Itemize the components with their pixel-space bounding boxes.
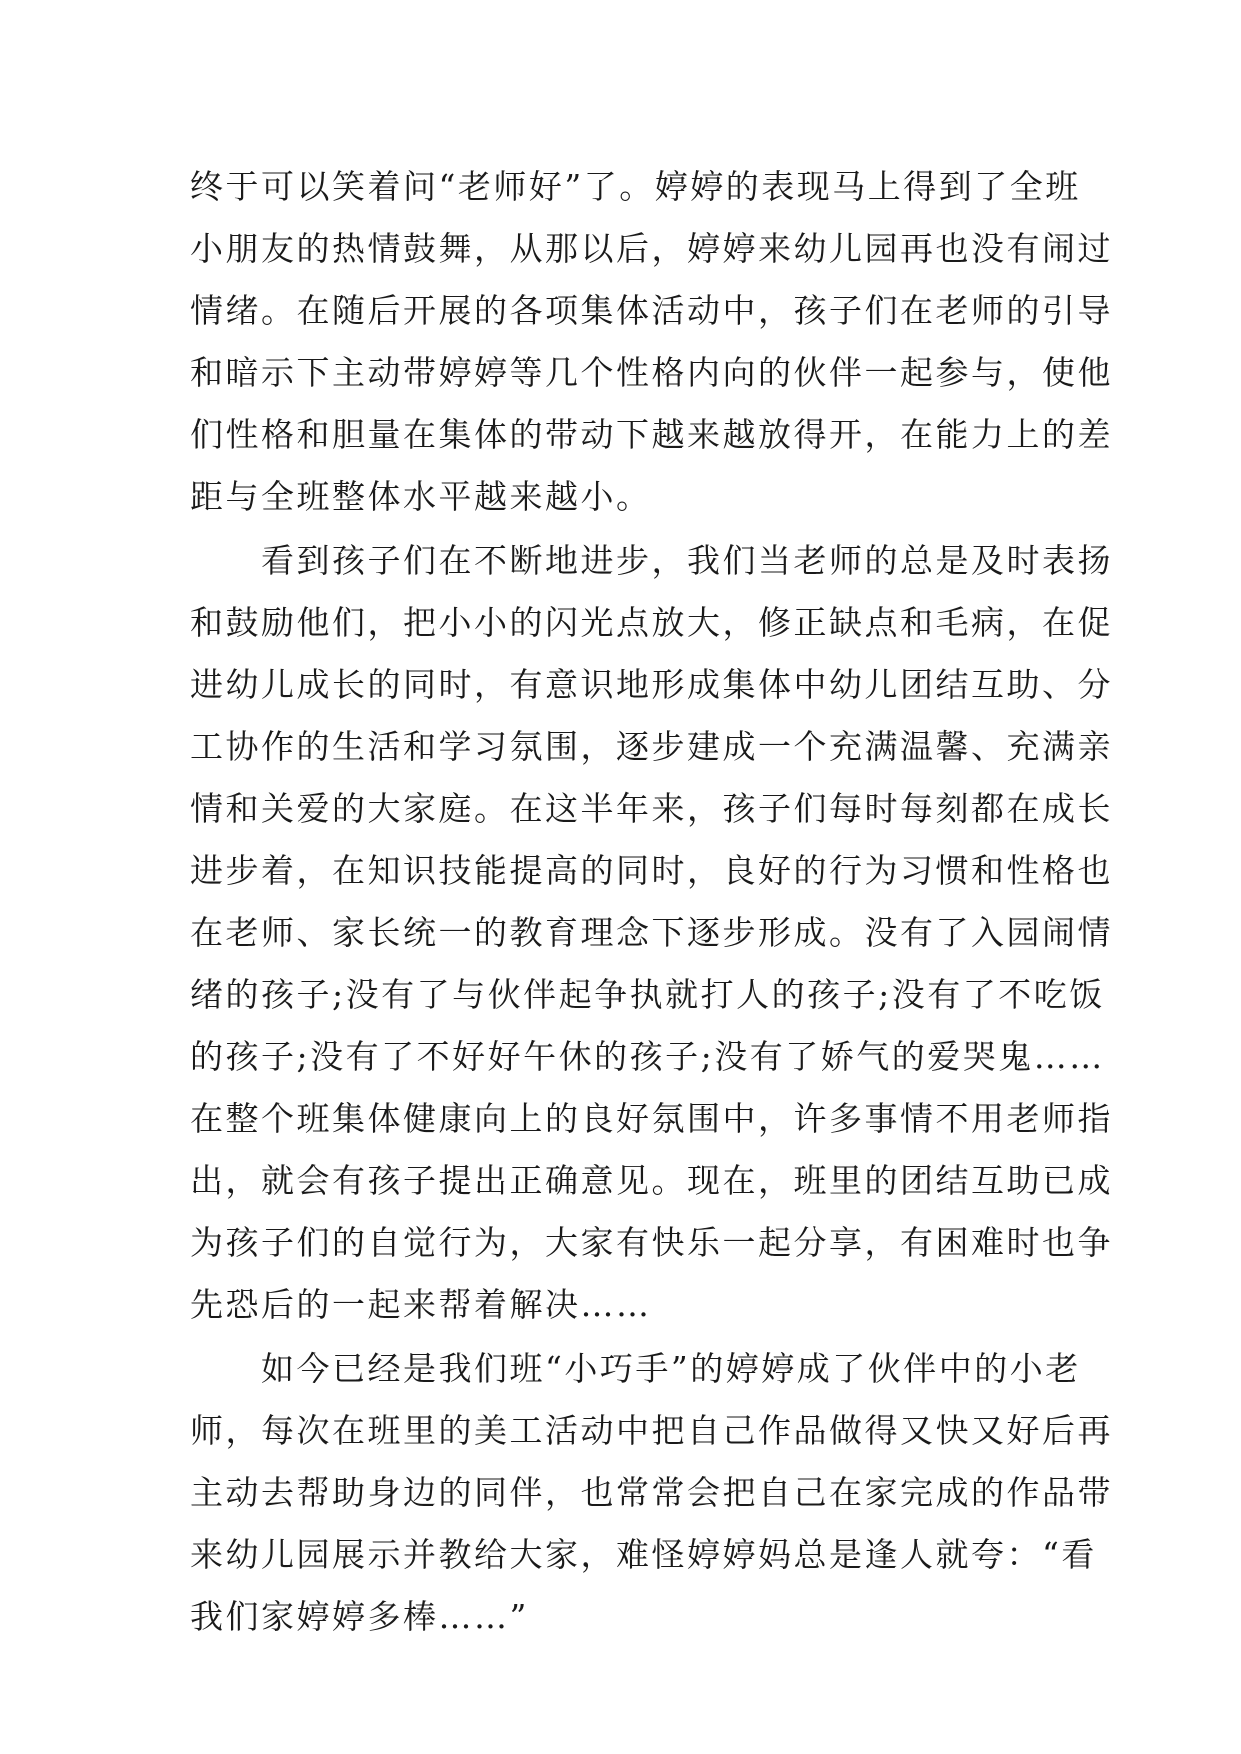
text-line: 师，每次在班里的美工活动中把自己作品做得又快又好后再 xyxy=(190,1411,1113,1450)
text-line: 主动去帮助身边的同伴，也常常会把自己在家完成的作品带 xyxy=(190,1473,1113,1512)
text-line: 距与全班整体水平越来越小。 xyxy=(190,477,652,516)
text-line: 工协作的生活和学习氛围，逐步建成一个充满温馨、充满亲 xyxy=(190,727,1113,766)
text-line: 在整个班集体健康向上的良好氛围中，许多事情不用老师指 xyxy=(190,1099,1113,1138)
text-line: 绪的孩子;没有了与伙伴起争执就打人的孩子;没有了不吃饭 xyxy=(190,975,1105,1014)
text-line: 我们家婷婷多棒……” xyxy=(190,1597,529,1636)
text-line: 和鼓励他们，把小小的闪光点放大，修正缺点和毛病，在促 xyxy=(190,603,1113,642)
text-line: 小朋友的热情鼓舞，从那以后，婷婷来幼儿园再也没有闹过 xyxy=(190,229,1113,268)
text-line: 出，就会有孩子提出正确意见。现在，班里的团结互助已成 xyxy=(190,1161,1113,1200)
text-line: 进步着，在知识技能提高的同时，良好的行为习惯和性格也 xyxy=(190,851,1113,890)
body-text xyxy=(190,156,1113,1648)
text-line: 为孩子们的自觉行为，大家有快乐一起分享，有困难时也争 xyxy=(190,1223,1113,1262)
text-line: 和暗示下主动带婷婷等几个性格内向的伙伴一起参与，使他 xyxy=(190,353,1113,392)
text-line: 情绪。在随后开展的各项集体活动中，孩子们在老师的引导 xyxy=(190,291,1113,330)
text-line: 们性格和胆量在集体的带动下越来越放得开，在能力上的差 xyxy=(190,415,1113,454)
text-line: 的孩子;没有了不好好午休的孩子;没有了娇气的爱哭鬼…… xyxy=(190,1037,1105,1076)
text-line: 先恐后的一起来帮着解决…… xyxy=(190,1285,652,1324)
text-line: 终于可以笑着问“老师好”了。婷婷的表现马上得到了全班 xyxy=(190,167,1081,206)
text-line: 进幼儿成长的同时，有意识地形成集体中幼儿团结互助、分 xyxy=(190,665,1113,704)
text-line: 情和关爱的大家庭。在这半年来，孩子们每时每刻都在成长 xyxy=(190,789,1113,828)
text-line: 在老师、家长统一的教育理念下逐步形成。没有了入园闹情 xyxy=(190,913,1113,952)
paragraph-start-line: 如今已经是我们班“小巧手”的婷婷成了伙伴中的小老 xyxy=(190,1349,1081,1388)
paragraph-start-line: 看到孩子们在不断地进步，我们当老师的总是及时表扬 xyxy=(190,541,1113,580)
text-line: 来幼儿园展示并教给大家，难怪婷婷妈总是逢人就夸：“看 xyxy=(190,1535,1097,1574)
